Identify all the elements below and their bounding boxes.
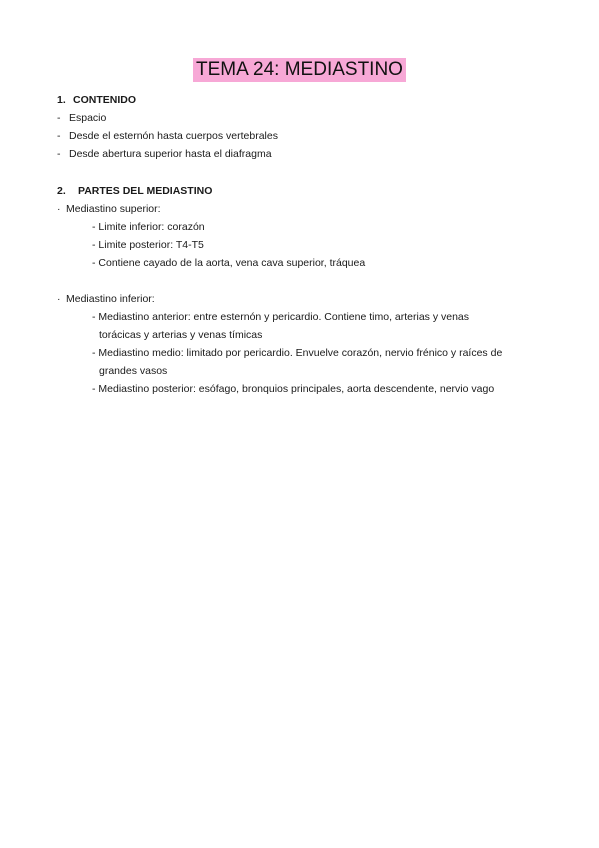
list-item: - Limite posterior: T4-T5 xyxy=(92,239,204,251)
title-container xyxy=(0,58,599,82)
list-item-line: - Mediastino anterior: entre esternón y pericardio. Contiene timo, arterias y venas xyxy=(92,311,470,323)
bullet-marker: · xyxy=(57,203,61,215)
list-item-continuation: grandes vasos xyxy=(99,365,168,377)
list-item-line: - Mediastino medio: limitado por pericardio. Envuelve corazón, nervio frénico y raíces de xyxy=(92,347,503,359)
dash-marker: - xyxy=(57,148,61,160)
dash-marker: - xyxy=(57,130,61,142)
section-heading-contenido xyxy=(57,94,136,107)
list-item-text: Desde abertura superior hasta el diafragma xyxy=(69,148,272,160)
list-item: - Limite inferior: corazón xyxy=(92,221,205,233)
list-item xyxy=(57,130,278,143)
group-label-inferior xyxy=(57,293,155,306)
bullet-marker: · xyxy=(57,293,61,305)
list-item xyxy=(57,112,106,125)
section-heading-partes xyxy=(57,185,212,198)
list-item-line: - Mediastino posterior: esófago, bronquios principales, aorta descendente, nervio vago xyxy=(92,383,495,395)
list-item-text: Espacio xyxy=(69,112,107,124)
page-title: TEMA 24: MEDIASTINO xyxy=(193,58,406,82)
list-item-text: Desde el esternón hasta cuerpos vertebrales xyxy=(69,130,278,142)
list-item-continuation: torácicas y arterias y venas tímicas xyxy=(99,329,263,341)
group-label-superior xyxy=(57,203,161,216)
section-number: 1. xyxy=(57,94,66,106)
section-title: PARTES DEL MEDIASTINO xyxy=(78,185,213,197)
dash-marker: - xyxy=(57,112,61,124)
list-item xyxy=(57,148,272,161)
section-title: CONTENIDO xyxy=(73,94,136,106)
list-item: - Contiene cayado de la aorta, vena cava superior, tráquea xyxy=(92,257,366,269)
group-label-text: Mediastino inferior: xyxy=(66,293,155,305)
section-number: 2. xyxy=(57,185,66,197)
group-label-text: Mediastino superior: xyxy=(66,203,161,215)
